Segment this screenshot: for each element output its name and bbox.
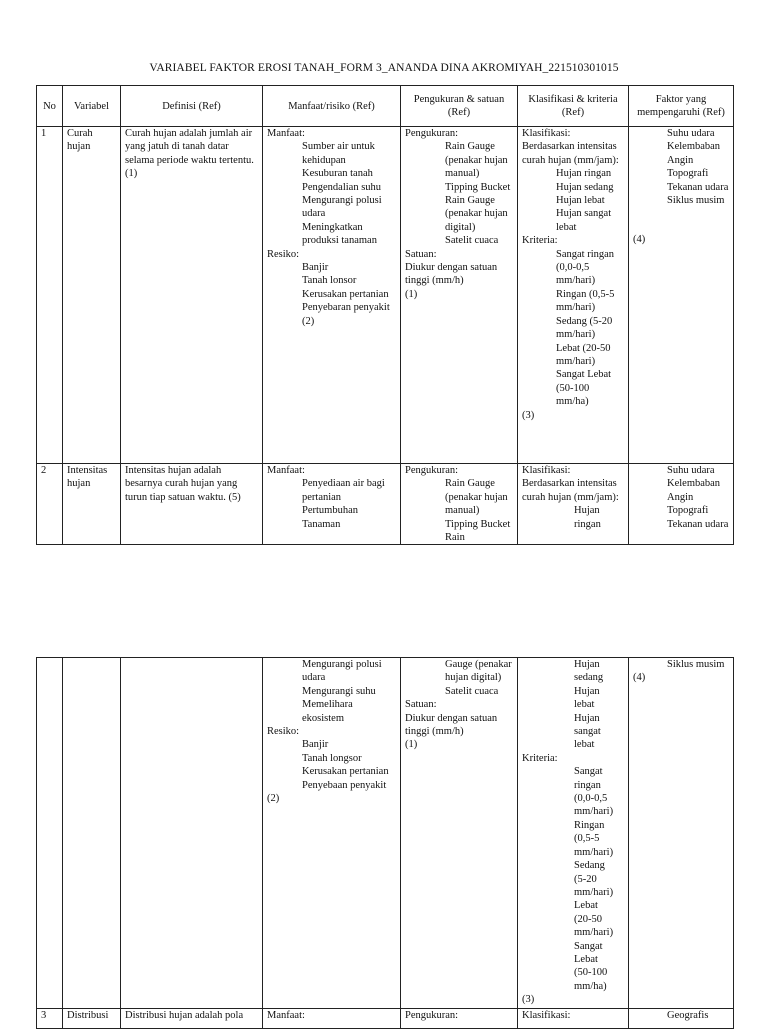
klasifikasi-ref: (3): [522, 994, 535, 1006]
klasifikasi-ref: (3): [522, 409, 535, 421]
list-item: Banjir: [302, 262, 329, 274]
table-row: [37, 464, 734, 545]
row2cont-klasifikasi-cell: [518, 658, 629, 1009]
kriteria-label: Kriteria:: [522, 235, 558, 247]
list-item: Topografi: [667, 505, 709, 517]
header-definisi: Definisi (Ref): [121, 86, 263, 127]
list-item: Ringan (0,5-5 mm/hari): [574, 819, 614, 858]
row2-definisi: Intensitas hujan adalah besarnya curah hujan yang turun tiap satuan waktu. (5): [121, 464, 263, 545]
table-row: [37, 127, 734, 464]
list-item: Kesuburan tanah: [302, 168, 373, 180]
list-item: Hujan lebat: [574, 685, 600, 711]
row3-pengukuran: Pengukuran:: [401, 1009, 518, 1029]
list-item: Banjir: [302, 739, 329, 751]
list-item: Pengendalian suhu: [302, 181, 382, 193]
list-item: Tekanan udara: [667, 181, 729, 193]
row2cont-manfaat-cell: [263, 658, 401, 1009]
list-item: Ringan (0,5-5 mm/hari): [556, 288, 615, 314]
row3-manfaat: Manfaat:: [263, 1009, 401, 1029]
resiko-label: Resiko:: [267, 248, 300, 260]
list-item: Rain Gauge (penakar hujan manual): [445, 141, 508, 180]
row2cont-faktor-cell: [629, 658, 734, 1009]
list-item: Topografi: [667, 168, 709, 180]
satuan-text: Diukur dengan satuan tinggi (mm/h): [405, 712, 498, 738]
satuan-ref: (1): [405, 288, 418, 300]
list-item: Hujan ringan: [574, 505, 601, 530]
list-item: Suhu udara: [667, 465, 715, 476]
list-item: Hujan sedang: [574, 659, 604, 684]
row2-no: 2: [37, 464, 63, 545]
list-item: Suhu udara: [667, 128, 715, 139]
resiko-label: Resiko:: [267, 726, 300, 738]
row2-manfaat-cell: [263, 464, 401, 545]
variable-table-page-1: [36, 85, 734, 545]
variable-table-page-2: [36, 657, 734, 1029]
list-item: Hujan sangat lebat: [556, 208, 612, 233]
kriteria-label: Kriteria:: [522, 752, 558, 764]
manfaat-label: Manfaat:: [267, 128, 305, 139]
list-item: Hujan ringan: [556, 168, 612, 180]
list-item: Hujan lebat: [556, 195, 605, 207]
row3-definisi: Distribusi hujan adalah pola: [121, 1009, 263, 1029]
satuan-label: Satuan:: [405, 248, 437, 260]
list-item: Sangat ringan (0,0-0,5 mm/hari): [574, 766, 614, 818]
row1-manfaat-cell: [263, 127, 401, 464]
header-faktor: Faktor yang mempengaruhi (Ref): [629, 86, 734, 127]
satuan-ref: (1): [405, 739, 418, 751]
list-item: Satelit cuaca: [445, 235, 499, 247]
header-klasifikasi: Klasifikasi & kriteria (Ref): [518, 86, 629, 127]
klasifikasi-text: Berdasarkan intensitas curah hujan (mm/jam):: [522, 478, 619, 503]
faktor-ref: (4): [633, 234, 646, 245]
manfaat-label: Manfaat:: [267, 465, 305, 476]
klasifikasi-label: Klasifikasi:: [522, 128, 571, 139]
list-item: Tanah lonsor: [302, 275, 357, 287]
row2-faktor-cell: [629, 464, 734, 545]
row1-variabel: Curah hujan: [63, 127, 121, 464]
klasifikasi-text: Berdasarkan intensitas curah hujan (mm/jam):: [522, 141, 619, 166]
list-item: Penyebaan penyakit: [302, 779, 387, 791]
list-item: Mengurangi suhu: [302, 685, 376, 697]
header-manfaat: Manfaat/risiko (Ref): [263, 86, 401, 127]
list-item: Memelihara ekosistem: [302, 699, 353, 724]
list-item: Siklus musim: [667, 659, 725, 670]
list-item: Kelembaban: [667, 141, 721, 153]
row2-klasifikasi-cell: [518, 464, 629, 545]
row3-faktor: Geografis: [629, 1009, 734, 1029]
row2-pengukuran-cell: [401, 464, 518, 545]
row1-no: 1: [37, 127, 63, 464]
klasifikasi-label: Klasifikasi:: [522, 465, 571, 476]
list-item: Hujan sedang: [556, 181, 614, 193]
list-item: Angin: [667, 154, 694, 166]
list-item: Sangat Lebat (50-100 mm/ha): [574, 940, 608, 992]
table-header-row: [37, 86, 734, 127]
faktor-ref: (4): [633, 672, 646, 684]
list-item: Tekanan udara: [667, 518, 729, 530]
list-item: Rain Gauge (penakar hujan manual): [445, 478, 508, 517]
list-item: Lebat (20-50 mm/hari): [556, 342, 611, 367]
document-title: VARIABEL FAKTOR EROSI TANAH_FORM 3_ANANDA DINA AKROMIYAH_221510301015: [149, 62, 619, 74]
list-item: Sangat Lebat (50-100 mm/ha): [556, 369, 612, 408]
list-item: Lebat (20-50 mm/hari): [574, 900, 614, 939]
row1-pengukuran-cell: [401, 127, 518, 464]
list-item: Penyebaran penyakit (2): [302, 302, 390, 327]
list-item: Kelembaban: [667, 478, 721, 490]
list-item: Tipping Bucket Rain Gauge (penakar hujan digital): [445, 181, 511, 233]
list-item: Pertumbuhan Tanaman: [302, 505, 358, 530]
pengukuran-label: Pengukuran:: [405, 128, 459, 139]
list-item: Sedang (5-20 mm/hari): [556, 315, 613, 341]
header-variabel: Variabel: [63, 86, 121, 127]
row1-definisi: Curah hujan adalah jumlah air yang jatuh di tanah datar selama periode waktu tertentu. (1): [121, 127, 263, 464]
row3-variabel: Distribusi: [63, 1009, 121, 1029]
table-row: [37, 658, 734, 1009]
pengukuran-label: Pengukuran:: [405, 465, 459, 476]
list-item: Meningkatkan produksi tanaman: [302, 221, 377, 247]
list-item: Sedang (5-20 mm/hari): [574, 860, 614, 898]
table-row: [37, 1009, 734, 1029]
list-item: Hujan sangat lebat: [574, 712, 601, 751]
satuan-text: Diukur dengan satuan tinggi (mm/h): [405, 262, 498, 287]
row1-faktor-cell: [629, 127, 734, 464]
list-item: Sumber air untuk kehidupan: [302, 141, 375, 166]
row2cont-pengukuran-cell: [401, 658, 518, 1009]
list-item: Kerusakan pertanian: [302, 288, 389, 300]
list-item: Kerusakan pertanian: [302, 766, 389, 778]
list-item: Tipping Bucket Rain: [445, 518, 511, 544]
satuan-label: Satuan:: [405, 699, 437, 711]
list-item: Mengurangi polusi udara: [302, 195, 382, 220]
list-item: Angin: [667, 491, 694, 503]
list-item: Sangat ringan (0,0-0,5 mm/hari): [556, 248, 615, 287]
header-pengukuran: Pengukuran & satuan (Ref): [401, 86, 518, 127]
row3-klasifikasi: Klasifikasi:: [518, 1009, 629, 1029]
row1-klasifikasi-cell: [518, 127, 629, 464]
list-item: Penyediaan air bagi pertanian: [302, 478, 385, 503]
manfaat-ref: (2): [267, 793, 280, 805]
list-item: Satelit cuaca: [445, 685, 499, 697]
header-no: No: [37, 86, 63, 127]
list-item: Tanah longsor: [302, 752, 362, 764]
row2-variabel: Intensitas hujan: [63, 464, 121, 545]
row3-no: 3: [37, 1009, 63, 1029]
list-item: Mengurangi polusi udara: [302, 659, 382, 684]
list-item: Gauge (penakar hujan digital): [445, 659, 512, 684]
list-item: Siklus musim: [667, 195, 725, 207]
